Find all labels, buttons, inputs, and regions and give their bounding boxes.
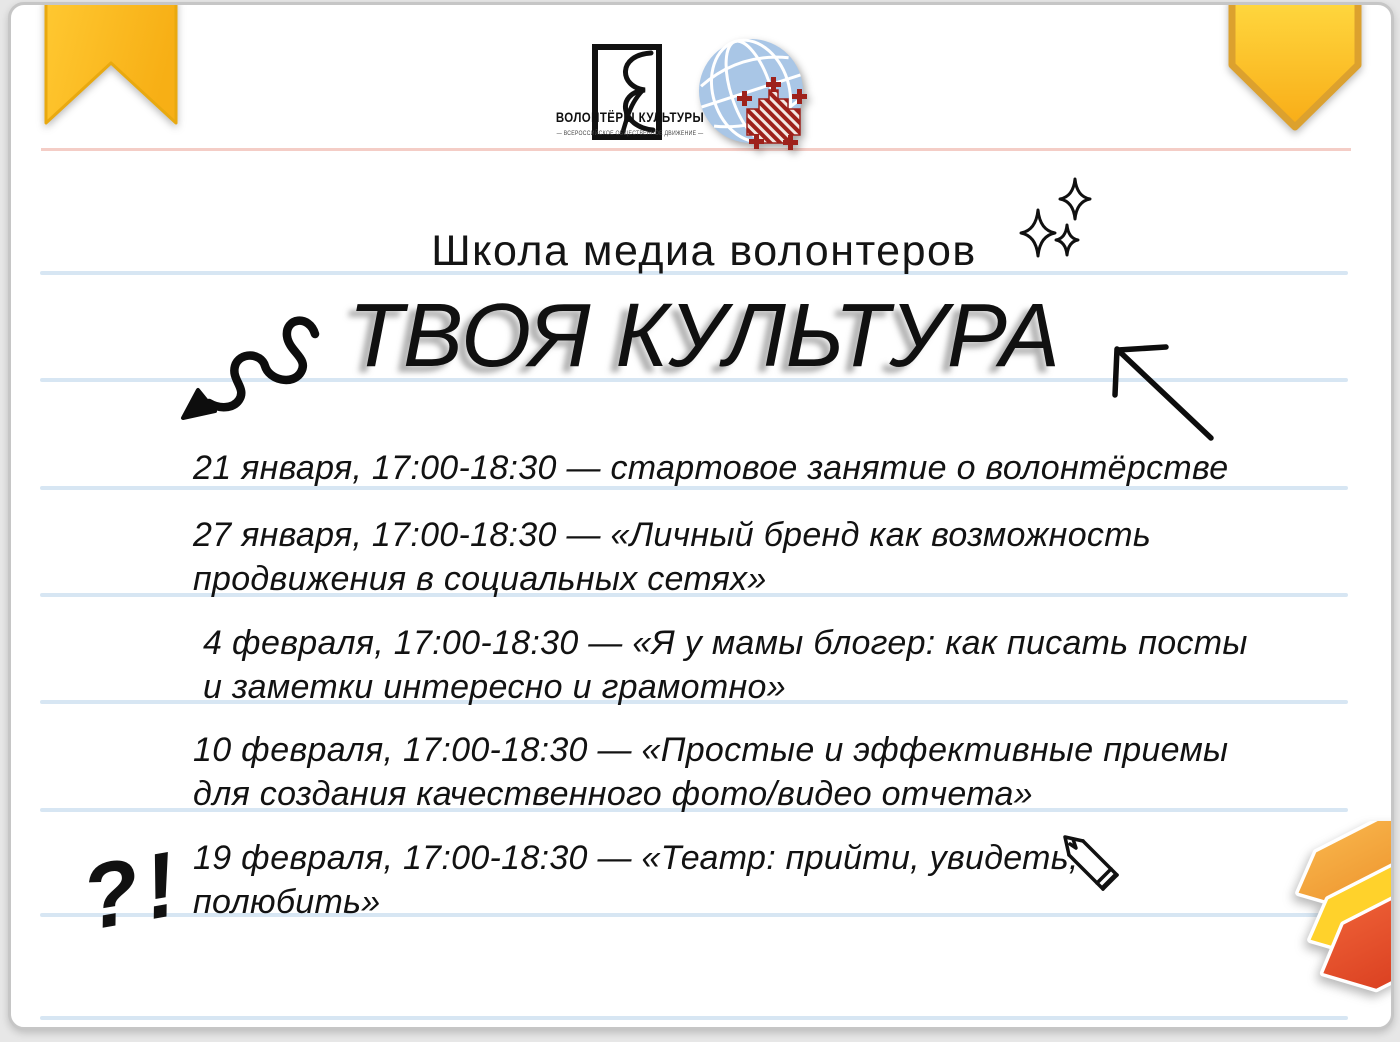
schedule-item-line: для создания качественного фото/видео отчета» bbox=[193, 775, 1033, 813]
schedule-item-line: 27 января, 17:00-18:30 — «Личный бренд как возможность bbox=[193, 516, 1152, 554]
squiggle-arrow-icon bbox=[163, 308, 333, 433]
bookmark-ribbon-icon bbox=[42, 2, 182, 129]
pencil-icon bbox=[1059, 829, 1139, 909]
schedule-item bbox=[203, 621, 1363, 709]
poster-card bbox=[8, 2, 1394, 1030]
schedule-item-line: 10 февраля, 17:00-18:30 — «Простые и эффективные приемы bbox=[193, 731, 1229, 769]
up-left-arrow-icon bbox=[1108, 338, 1223, 448]
logo-title: ВОЛОНТЁРЫ КУЛЬТУРЫ bbox=[555, 109, 705, 125]
schedule-item bbox=[193, 728, 1353, 816]
volunteers-of-culture-logo-icon bbox=[591, 43, 666, 143]
schedule-item bbox=[193, 836, 1353, 924]
globe-icon bbox=[695, 35, 820, 165]
schedule-item bbox=[193, 446, 1353, 490]
schedule-item-line: 4 февраля, 17:00-18:30 — «Я у мамы блогер: как писать посты bbox=[203, 624, 1248, 662]
schedule-item-line: 21 января, 17:00-18:30 — стартовое занятие о волонтёрстве bbox=[193, 449, 1229, 487]
schedule-item bbox=[193, 513, 1353, 601]
page-title: ТВОЯ КУЛЬТУРА bbox=[348, 286, 1060, 386]
ruled-line bbox=[40, 1016, 1348, 1020]
pentagon-badge-icon bbox=[1225, 2, 1365, 137]
schedule-item-line: 19 февраля, 17:00-18:30 — «Театр: прийти, увидеть, bbox=[193, 839, 1079, 877]
schedule-item-line: продвижения в социальных сетях» bbox=[193, 560, 767, 598]
sparkles-icon bbox=[1013, 175, 1103, 265]
subtitle-text: Школа медиа волонтеров bbox=[431, 227, 977, 275]
chevrons-icon bbox=[1233, 821, 1394, 1030]
logo-subtitle: — ВСЕРОССИЙСКОЕ ОБЩЕСТВЕННОЕ ДВИЖЕНИЕ — bbox=[556, 131, 704, 137]
schedule-item-line: и заметки интересно и грамотно» bbox=[203, 668, 786, 706]
schedule-item-line: полюбить» bbox=[193, 883, 381, 921]
interrobang-doodle: ?! bbox=[74, 832, 190, 950]
